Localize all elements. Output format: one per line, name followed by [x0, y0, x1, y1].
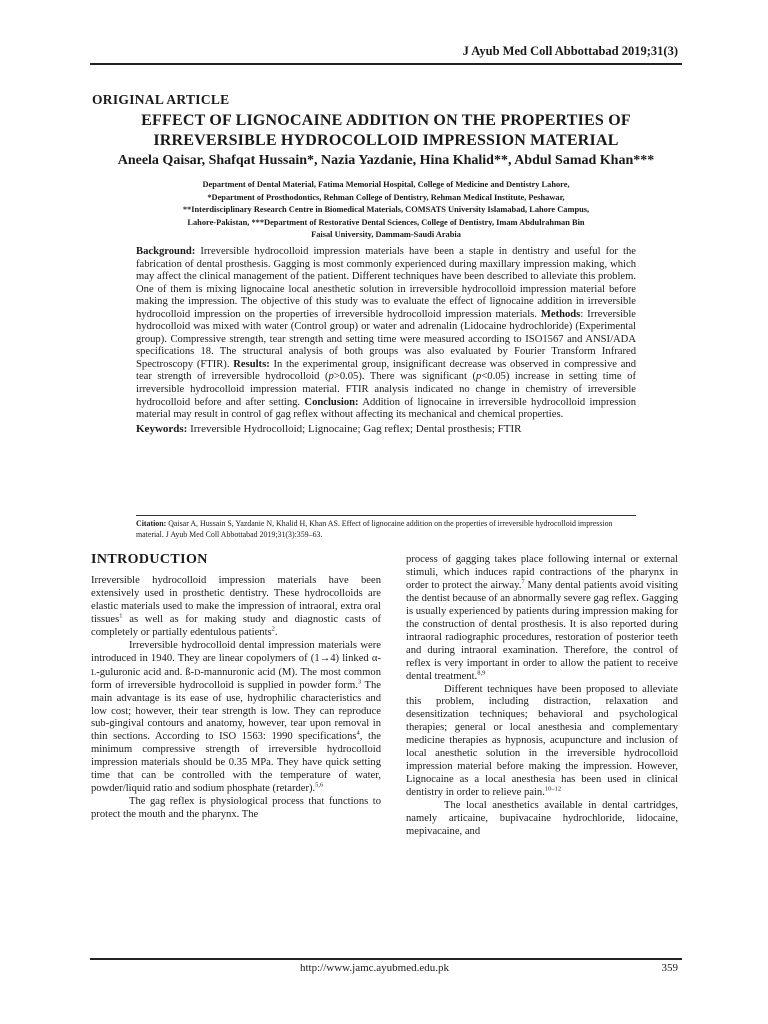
conclusion-text: Addition of lignocaine in irreversible hydrocolloid impression material may result in control of gag reflex without affecting its mechanical and chemical properties. [136, 396, 637, 421]
methods-label: Methods [540, 308, 581, 320]
paragraph: The gag reflex is physiological process that functions to protect the mouth and the pharynx. The [91, 796, 381, 821]
small-caps: D [194, 666, 201, 677]
paragraph: The local anesthetics available in dental cartridges, namely articaine, bupivacaine hydrochloride, lidocaine, mepivacaine, and [406, 800, 678, 838]
citation-ref: 7 [521, 578, 525, 586]
paragraph [406, 684, 678, 801]
citation-label: Citation: [136, 519, 167, 528]
paragraph [91, 575, 381, 640]
citation-ref: 8,9 [477, 669, 486, 677]
conclusion-label: Conclusion: [304, 396, 359, 408]
abstract [136, 246, 636, 435]
citation-ref: 1 [119, 612, 123, 620]
authors: Aneela Qaisar, Shafqat Hussain*, Nazia Yazdanie, Hina Khalid**, Abdul Samad Khan*** [117, 153, 655, 168]
keywords-text: Irreversible Hydrocolloid; Lignocaine; Gag reflex; Dental prosthesis; FTIR [187, 422, 522, 435]
citation-text: Qaisar A, Hussain S, Yazdanie N, Khalid H, Khan AS. Effect of lignocaine addition on the properties of irreversible hydrocolloid impression material. J Ayub Med Coll Abbottabad 2019;31(3):359–63. [136, 519, 613, 539]
affiliation-line: Department of Dental Material, Fatima Memorial Hospital, College of Medicine and Dentistry Lahore, [202, 180, 570, 189]
affiliation-line: *Department of Prosthodontics, Rehman College of Dentistry, Rehman Medical Institute, Peshawar, [207, 192, 565, 202]
text-run: Different techniques have been proposed to alleviate this problem, including distraction, relaxation and desensitization techniques; behavioral and psychological therapies; general or local anesthesia and complementary medicine therapies as hypnosis, acupuncture and inclusion of local anesthetic solution in the irreversible hydrocolloid impression material before making the impression. However, Lignocaine as a local anesthesia has been used in clinical dentistry in order to relieve pain. [406, 683, 678, 799]
results-label: Results: [233, 358, 270, 370]
text-run: process of gagging takes place following internal or external stimuli, which induces rapid contractions of the pharynx in order to protect the airway. [406, 554, 678, 591]
text-run: The main advantage is its ease of use, hydrophilic characteristics and low cost; however, their tear strength is low. They can reproduce sub-gingival contours and anatomy, however, tear upon removal in thin sections. According to ISO 1563: 1990 specifications [91, 679, 381, 743]
citation-ref: 3 [357, 678, 362, 686]
abstract-body [136, 246, 636, 422]
title-line-1: EFFECT OF LIGNOCAINE ADDITION ON THE PROPERTIES OF [141, 112, 631, 129]
text-run: as well as for making study and diagnostic casts of completely or partially edentulous patients [91, 613, 381, 638]
paragraph [406, 554, 678, 684]
article-type-label: ORIGINAL ARTICLE [92, 92, 230, 107]
section-heading-introduction: INTRODUCTION [91, 552, 208, 567]
journal-header: J Ayub Med Coll Abbottabad 2019;31(3) [462, 44, 678, 58]
article-title [90, 111, 682, 151]
text-run: Irreversible hydrocolloid impression materials have been extensively used in prosthetic dentistry. These hydrocolloids are elastic materials used to make the impression of intraoral, extra oral tissues [91, 575, 381, 625]
small-caps: L [91, 666, 97, 677]
header-rule [90, 63, 682, 65]
affiliation-line: **Interdisciplinary Research Centre in Biomedical Materials, COMSATS University Islamabad, Lahore Campus, [182, 205, 590, 215]
keywords [136, 423, 636, 436]
citation-ref: 4 [356, 729, 360, 737]
text-run: Irreversible hydrocolloid dental impression materials were introduced in 1940. They are linear copolymers of (1→4) linked α- [91, 639, 381, 664]
results-text: <0.05) increase in setting time of irreversible hydrocolloid impression material. FTIR analysis indicated no change in chemistry of irreversible hydrocolloid before and after setting. [136, 371, 637, 408]
right-column [406, 554, 678, 839]
title-line-2: IRREVERSIBLE HYDROCOLLOID IMPRESSION MATERIAL [153, 132, 619, 149]
p-symbol: p [328, 371, 334, 383]
text-run: Many dental patients avoid visiting the dentist because of an abnormally severe gag reflex. Gagging is usually experienced by patients during impression making for the construction of dental prosthesis. It is also reported during intraoral radiographic procedures, restoration of posterior teeth and during intraoral examination. Therefore, the control of reflex is very important in order to allow the patient to receive dental treatment. [406, 579, 678, 682]
footer-url[interactable]: http://www.jamc.ayubmed.edu.pk [300, 962, 449, 974]
citation-ref: 2 [271, 625, 275, 633]
results-text: >0.05). There was significant ( [333, 371, 477, 383]
citation-rule [136, 515, 636, 516]
affiliation-line: Lahore-Pakistan, ***Department of Restorative Dental Sciences, College of Dentistry, Imam Abdulrahman Bin [187, 217, 585, 227]
citation-ref: 10–12 [544, 785, 562, 793]
affiliation-line: Faisal University, Dammam-Saudi Arabia [311, 230, 461, 240]
results-text: In the experimental group, insignificant decrease was observed in compressive and tear strength of irreversible hydrocolloid ( [136, 358, 636, 383]
footer-rule [90, 958, 682, 960]
background-label: Background: [136, 246, 196, 257]
p-symbol: p [476, 371, 482, 383]
citation [136, 519, 636, 540]
page-number: 359 [661, 962, 678, 974]
left-column [91, 575, 381, 822]
text-run: -mannuronic acid (M). The most common form of irreversible hydrocolloid is supplied in powder form. [91, 666, 381, 691]
keywords-label: Keywords: [136, 422, 188, 435]
text-run: , the minimum compressive strength of irreversible hydrocolloid impression materials should be 0.35 MPa. They have quick setting time that can be controlled with the temperature of water, powder/liquid ratio and sodium phosphate (retarder). [91, 731, 381, 795]
text-run: -guluronic acid and. ß- [96, 666, 195, 678]
citation-ref: 5,6 [315, 781, 324, 789]
text-run: . [274, 626, 278, 638]
methods-text: : Irreversible hydrocolloid was mixed with water (Control group) or water and adrenalin (Lidocaine hydrochloride) (Experimental group). Compressive strength, tear strength and setting time were measured according to ISO1567 and ANSI/ADA specifications 18. The structural analysis of both groups was also evaluated by Fourier Transform Infrared Spectroscopy (FTIR). [136, 308, 636, 370]
paragraph [91, 640, 381, 796]
background-text: Irreversible hydrocolloid impression materials have been a staple in dentistry and useful for the fabrication of dental prosthesis. Gagging is most commonly experienced during maxillary impression making, which may affect the clinical management of the patient. Different techniques have been described to alleviate this problem. One of them is mixing lignocaine local anesthetic solution in irreversible hydrocolloid impression material before making the impression. The objective of this study was to evaluate the effect of lignocaine addition in irreversible hydrocolloid impression on the properties of irreversible hydrocolloid impression materials. [136, 246, 636, 320]
affiliations [150, 179, 622, 242]
